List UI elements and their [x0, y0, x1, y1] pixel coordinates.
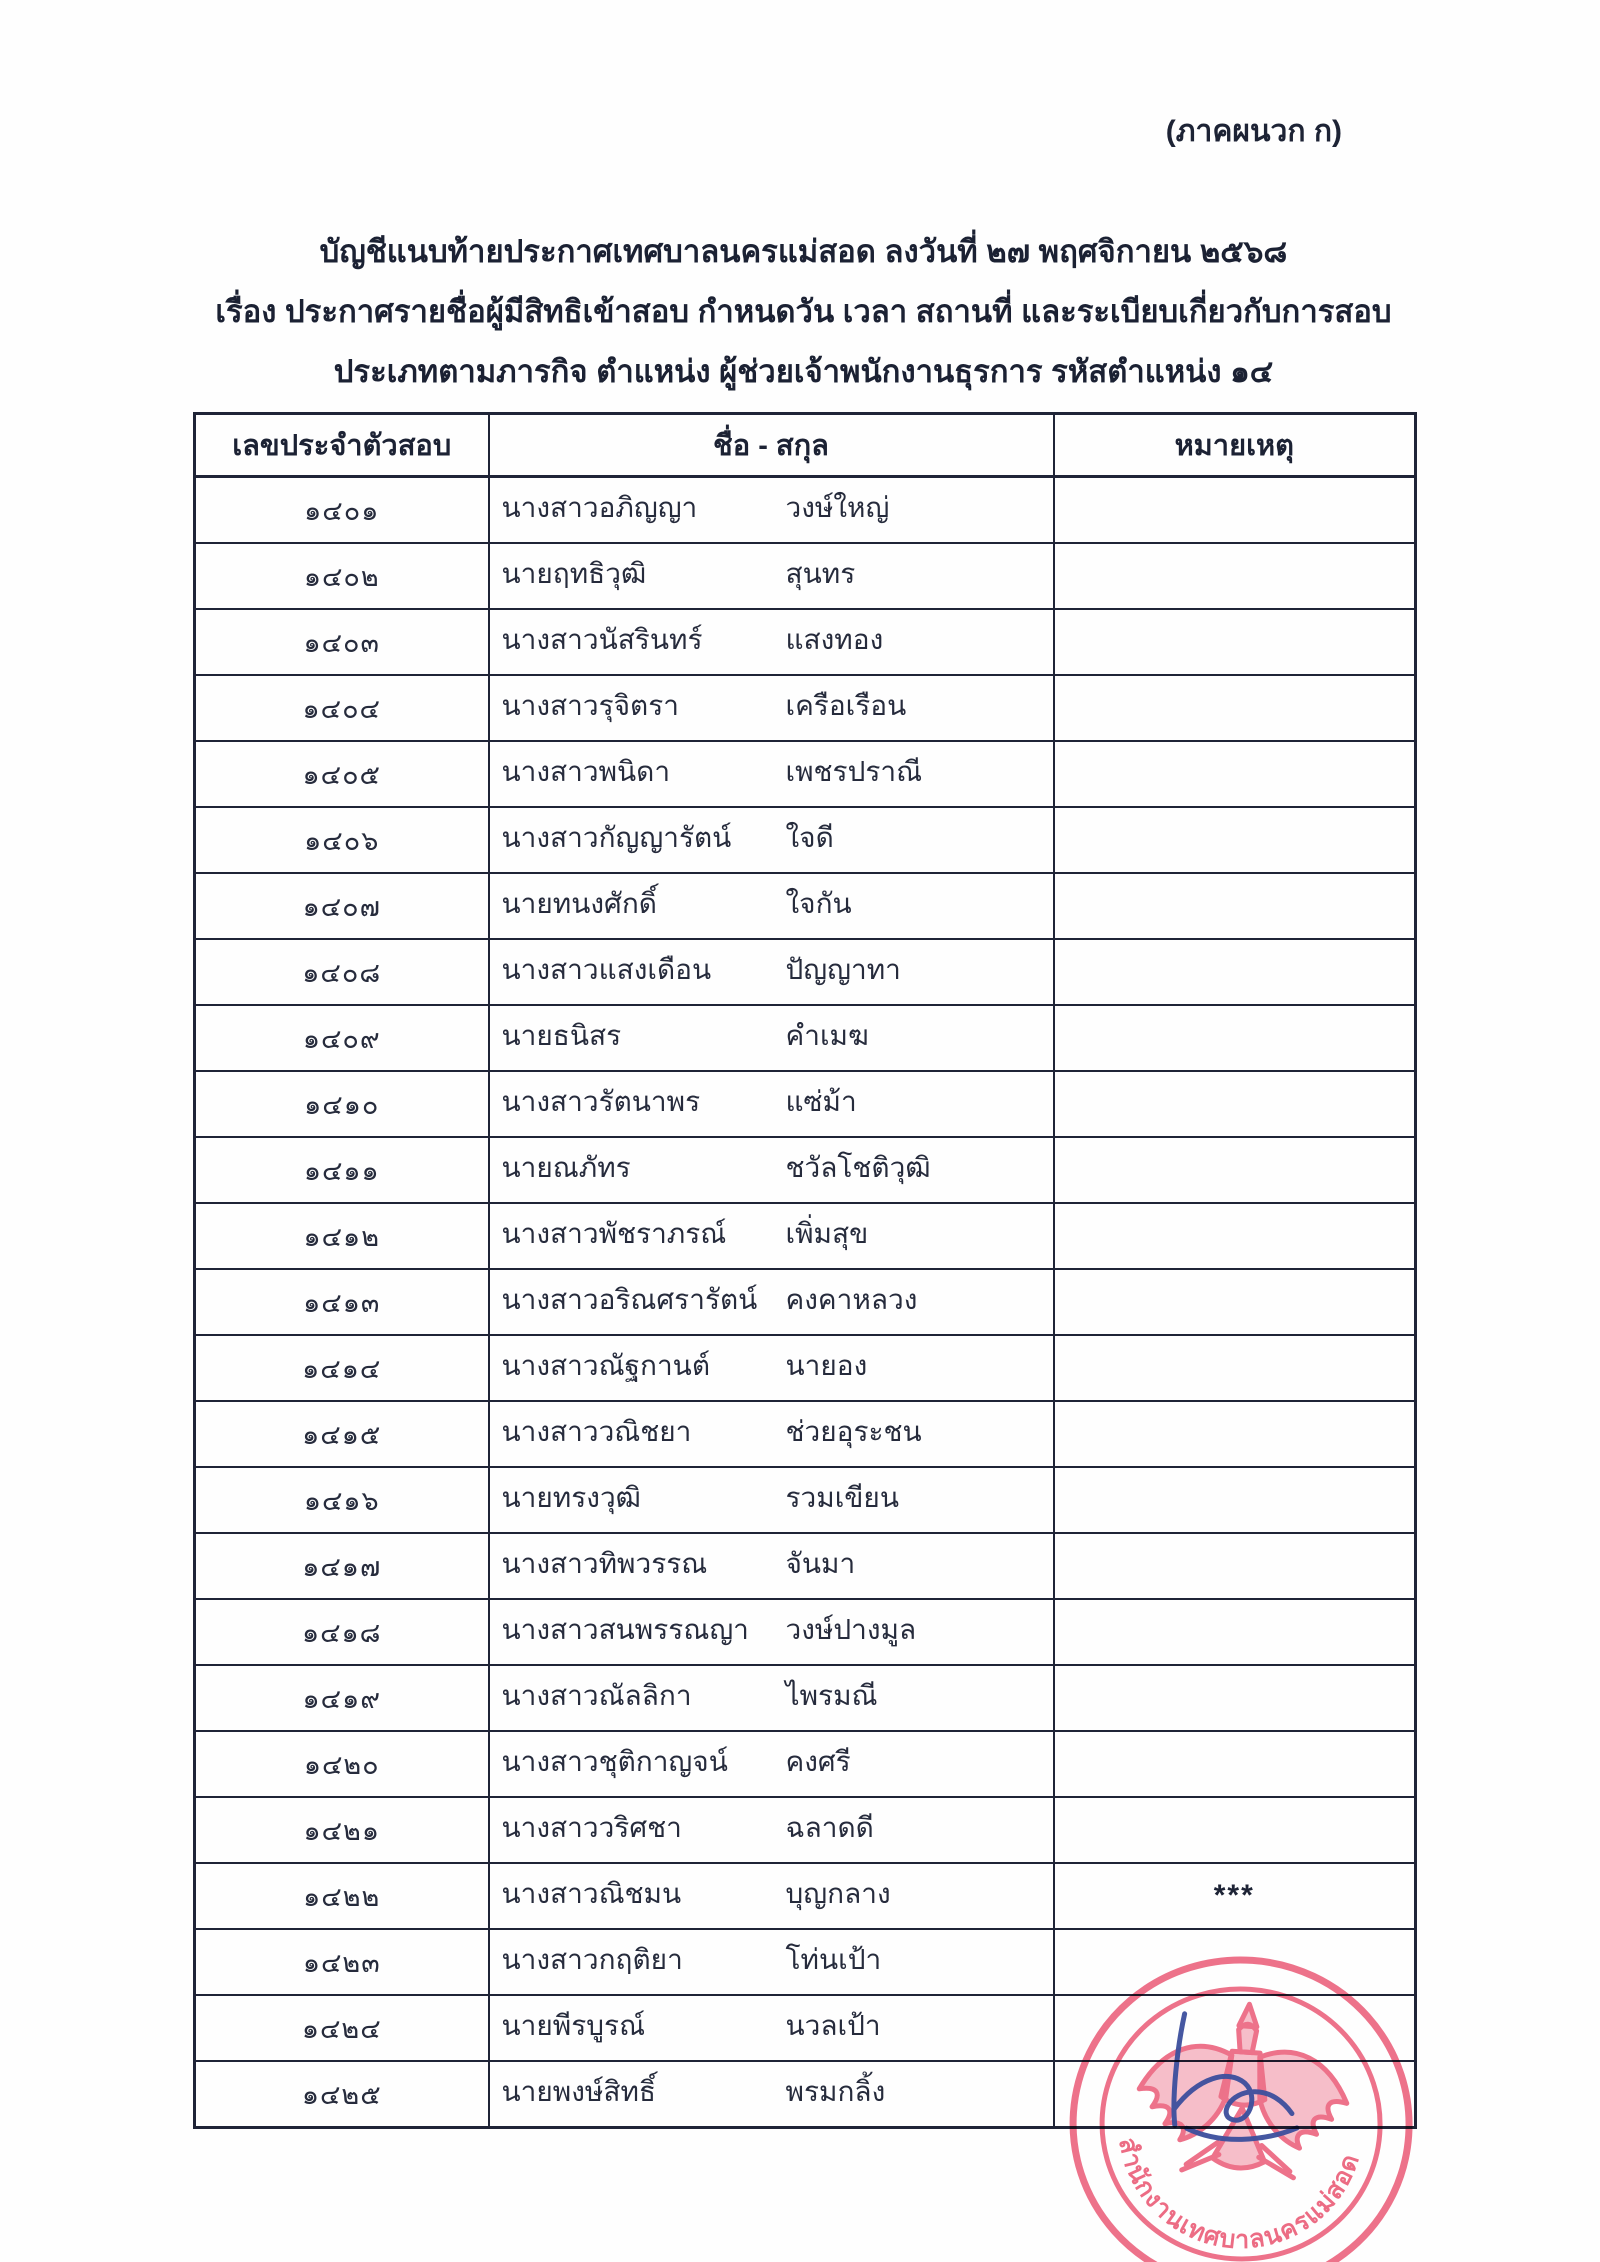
- table-row: [195, 741, 1416, 807]
- table-row: [195, 1863, 1416, 1929]
- stamp-arc-text: สำนักงานเทศบาลนครแม่สอด: [1112, 2135, 1365, 2255]
- exam-id-cell: ๑๔๐๖: [195, 807, 489, 873]
- candidate-last-name: ไพรมณี: [785, 1680, 878, 1712]
- exam-id-cell: ๑๔๐๘: [195, 939, 489, 1005]
- candidate-last-name: เพชรปราณี: [785, 756, 923, 788]
- remark-cell: [1054, 1005, 1416, 1071]
- remark-cell: [1054, 1665, 1416, 1731]
- candidate-last-name: ช่วยอุระชน: [785, 1416, 922, 1448]
- remark-cell: ***: [1054, 1863, 1416, 1929]
- candidate-first-name: นายพงษ์สิทธิ์: [501, 2076, 656, 2108]
- name-cell: [489, 1797, 1054, 1863]
- table-row: [195, 477, 1416, 544]
- candidate-last-name: วงษ์ปางมูล: [785, 1614, 917, 1646]
- exam-id-cell: ๑๔๐๙: [195, 1005, 489, 1071]
- candidate-first-name: นายฤทธิวุฒิ: [501, 558, 647, 590]
- candidate-first-name: นางสาวนัสรินทร์: [501, 624, 703, 656]
- remark-cell: [1054, 1269, 1416, 1335]
- table-row: [195, 1401, 1416, 1467]
- exam-id-cell: ๑๔๐๗: [195, 873, 489, 939]
- candidate-last-name: แสงทอง: [785, 624, 884, 656]
- candidate-first-name: นายธนิสร: [501, 1020, 622, 1052]
- name-cell: [489, 873, 1054, 939]
- remark-cell: [1054, 477, 1416, 544]
- candidate-first-name: นายณภัทร: [501, 1152, 631, 1184]
- candidate-last-name: ใจดี: [785, 822, 834, 854]
- name-cell: [489, 543, 1054, 609]
- candidate-last-name: จันมา: [785, 1548, 856, 1580]
- exam-id-cell: ๑๔๐๑: [195, 477, 489, 544]
- exam-id-cell: ๑๔๐๒: [195, 543, 489, 609]
- remark-cell: [1054, 543, 1416, 609]
- name-cell: [489, 1071, 1054, 1137]
- remark-cell: [1054, 741, 1416, 807]
- name-cell: [489, 609, 1054, 675]
- name-cell: [489, 1203, 1054, 1269]
- exam-id-cell: ๑๔๒๑: [195, 1797, 489, 1863]
- table-row: [195, 807, 1416, 873]
- table-row: [195, 675, 1416, 741]
- candidate-last-name: โท่นเป้า: [785, 1944, 882, 1976]
- candidate-first-name: นางสาวอริณศรารัตน์: [501, 1284, 758, 1316]
- candidate-first-name: นางสาวพนิดา: [501, 756, 671, 788]
- candidate-table: [193, 412, 1417, 2129]
- exam-id-cell: ๑๔๒๐: [195, 1731, 489, 1797]
- candidate-first-name: นางสาววริศชา: [501, 1812, 682, 1844]
- candidate-first-name: นางสาวณัลลิกา: [501, 1680, 692, 1712]
- exam-id-cell: ๑๔๒๕: [195, 2061, 489, 2128]
- exam-id-cell: ๑๔๑๔: [195, 1335, 489, 1401]
- name-cell: [489, 477, 1054, 544]
- name-cell: [489, 1401, 1054, 1467]
- candidate-last-name: คำเมฆ: [785, 1020, 869, 1052]
- name-cell: [489, 1995, 1054, 2061]
- name-cell: [489, 1599, 1054, 1665]
- name-cell: [489, 1269, 1054, 1335]
- candidate-last-name: เพิ่มสุข: [785, 1218, 869, 1250]
- title-line-3: ประเภทตามภารกิจ ตำแหน่ง ผู้ช่วยเจ้าพนักงานธุรการ รหัสตำแหน่ง ๑๔: [333, 354, 1274, 389]
- name-cell: [489, 1137, 1054, 1203]
- candidate-first-name: นางสาวณัฐกานต์: [501, 1350, 710, 1382]
- official-stamp: [1049, 1940, 1432, 2262]
- header-remark: หมายเหตุ: [1054, 414, 1416, 477]
- exam-id-cell: ๑๔๒๔: [195, 1995, 489, 2061]
- exam-id-cell: ๑๔๑๘: [195, 1599, 489, 1665]
- name-cell: [489, 2061, 1054, 2128]
- name-cell: [489, 807, 1054, 873]
- name-cell: [489, 1665, 1054, 1731]
- exam-id-cell: ๑๔๐๔: [195, 675, 489, 741]
- candidate-last-name: ปัญญาทา: [785, 954, 901, 986]
- remark-cell: [1054, 1533, 1416, 1599]
- table-row: [195, 1731, 1416, 1797]
- table-row: [195, 609, 1416, 675]
- candidate-last-name: คงศรี: [785, 1746, 851, 1778]
- remark-cell: [1054, 807, 1416, 873]
- table-row: [195, 1467, 1416, 1533]
- name-cell: [489, 1335, 1054, 1401]
- garuda-emblem: [1134, 1997, 1353, 2181]
- table-header-row: [195, 414, 1416, 477]
- name-cell: [489, 1929, 1054, 1995]
- remark-cell: [1054, 873, 1416, 939]
- candidate-first-name: นายทนงศักดิ์: [501, 888, 657, 920]
- name-cell: [489, 1533, 1054, 1599]
- exam-id-cell: ๑๔๑๖: [195, 1467, 489, 1533]
- candidate-last-name: ฉลาดดี: [785, 1812, 874, 1844]
- table-row: [195, 1005, 1416, 1071]
- remark-cell: [1054, 675, 1416, 741]
- name-cell: [489, 741, 1054, 807]
- remark-cell: [1054, 1731, 1416, 1797]
- candidate-first-name: นางสาววณิชยา: [501, 1416, 692, 1448]
- table-row: [195, 1071, 1416, 1137]
- candidate-first-name: นายทรงวุฒิ: [501, 1482, 641, 1514]
- table-row: [195, 1203, 1416, 1269]
- remark-cell: [1054, 1797, 1416, 1863]
- exam-id-cell: ๑๔๑๙: [195, 1665, 489, 1731]
- candidate-first-name: นางสาวกฤติยา: [501, 1944, 683, 1976]
- exam-id-cell: ๑๔๑๒: [195, 1203, 489, 1269]
- remark-cell: [1054, 1599, 1416, 1665]
- appendix-annotation: (ภาคผนวก ก): [1165, 115, 1342, 148]
- candidate-last-name: ใจกัน: [785, 888, 852, 920]
- candidate-last-name: พรมกลิ้ง: [785, 2076, 886, 2108]
- candidate-first-name: นางสาวทิพวรรณ: [501, 1548, 708, 1580]
- name-cell: [489, 1005, 1054, 1071]
- table-row: [195, 1797, 1416, 1863]
- header-name: ชื่อ - สกุล: [489, 414, 1054, 477]
- remark-cell: [1054, 1401, 1416, 1467]
- table-row: [195, 1269, 1416, 1335]
- candidate-last-name: แซ่ม้า: [785, 1086, 857, 1118]
- exam-id-cell: ๑๔๑๐: [195, 1071, 489, 1137]
- candidate-first-name: นางสาวณิชมน: [501, 1878, 682, 1910]
- name-cell: [489, 1467, 1054, 1533]
- candidate-last-name: รวมเขียน: [785, 1482, 899, 1514]
- table-row: [195, 1335, 1416, 1401]
- title-line-1: บัญชีแนบท้ายประกาศเทศบาลนครแม่สอด ลงวันที่ ๒๗ พฤศจิกายน ๒๕๖๘: [319, 234, 1288, 269]
- candidate-last-name: วงษ์ใหญ่: [785, 492, 890, 524]
- name-cell: [489, 1731, 1054, 1797]
- exam-id-cell: ๑๔๒๒: [195, 1863, 489, 1929]
- table-row: [195, 939, 1416, 1005]
- candidate-last-name: สุนทร: [785, 558, 856, 590]
- remark-cell: [1054, 609, 1416, 675]
- candidate-first-name: นายพีรบูรณ์: [501, 2010, 646, 2042]
- exam-id-cell: ๑๔๐๕: [195, 741, 489, 807]
- exam-id-cell: ๑๔๑๓: [195, 1269, 489, 1335]
- title-line-2: เรื่อง ประกาศรายชื่อผู้มีสิทธิเข้าสอบ กำหนดวัน เวลา สถานที่ และระเบียบเกี่ยวกับการสอบ: [215, 294, 1392, 329]
- table-row: [195, 543, 1416, 609]
- exam-id-cell: ๑๔๑๑: [195, 1137, 489, 1203]
- candidate-first-name: นางสาวรุจิตรา: [501, 690, 679, 722]
- header-exam-id: เลขประจำตัวสอบ: [195, 414, 489, 477]
- document-title: [193, 222, 1414, 402]
- exam-id-cell: ๑๔๒๓: [195, 1929, 489, 1995]
- table-row: [195, 1137, 1416, 1203]
- exam-id-cell: ๑๔๑๕: [195, 1401, 489, 1467]
- table-row: [195, 1533, 1416, 1599]
- name-cell: [489, 1863, 1054, 1929]
- remark-cell: [1054, 1467, 1416, 1533]
- remark-cell: [1054, 1203, 1416, 1269]
- candidate-first-name: นางสาวพัชราภรณ์: [501, 1218, 727, 1250]
- candidate-first-name: นางสาวชุติกาญจน์: [501, 1746, 728, 1778]
- candidate-last-name: นายอง: [785, 1350, 868, 1382]
- candidate-first-name: นางสาวแสงเดือน: [501, 954, 712, 986]
- exam-id-cell: ๑๔๑๗: [195, 1533, 489, 1599]
- remark-cell: [1054, 939, 1416, 1005]
- candidate-last-name: ชวัลโชติวุฒิ: [785, 1152, 931, 1184]
- table-row: [195, 1599, 1416, 1665]
- remark-cell: [1054, 1335, 1416, 1401]
- name-cell: [489, 939, 1054, 1005]
- candidate-last-name: คงคาหลวง: [785, 1284, 918, 1316]
- candidate-first-name: นางสาวกัญญารัตน์: [501, 822, 732, 854]
- candidate-first-name: นางสาวรัตนาพร: [501, 1086, 701, 1118]
- candidate-last-name: นวลเป้า: [785, 2010, 881, 2042]
- table-row: [195, 1665, 1416, 1731]
- candidate-last-name: เครือเรือน: [785, 690, 907, 722]
- remark-cell: [1054, 1137, 1416, 1203]
- exam-id-cell: ๑๔๐๓: [195, 609, 489, 675]
- candidate-first-name: นางสาวอภิญญา: [501, 492, 698, 524]
- table-row: [195, 873, 1416, 939]
- candidate-first-name: นางสาวสนพรรณญา: [501, 1614, 749, 1646]
- candidate-last-name: บุญกลาง: [785, 1878, 891, 1910]
- name-cell: [489, 675, 1054, 741]
- remark-cell: [1054, 1071, 1416, 1137]
